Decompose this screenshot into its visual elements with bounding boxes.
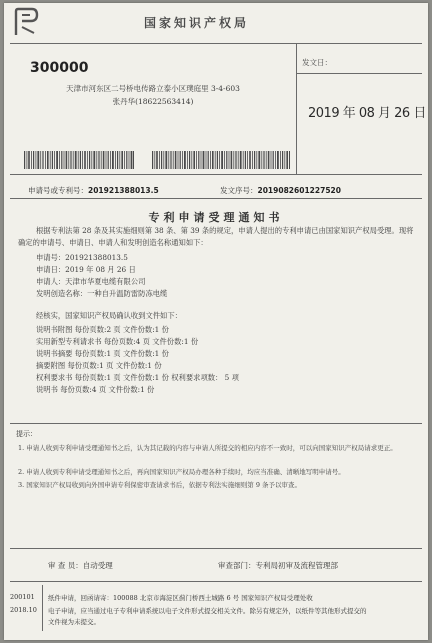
form-code: 200101 <box>10 593 35 601</box>
mail-instructions: 纸件申请，回函请寄：100088 北京市海淀区蓟门桥西土城路 6 号 国家知识产权局受理处收 <box>48 594 313 602</box>
doc-item: 说明书 每份页数:4 页 文件份数:1 份 <box>36 385 155 394</box>
doc-item: 说明书摘要 每份页数:1 页 文件份数:1 份 <box>36 349 169 358</box>
dispatch-serial <box>220 185 341 196</box>
e-filing-instructions-cont: 文件视为未提交。 <box>48 618 100 626</box>
ids-divider-bottom <box>10 198 422 199</box>
application-number <box>28 185 159 196</box>
doc-item: 说明书附图 每份页数:2 页 文件份数:1 份 <box>36 325 169 334</box>
notes-divider <box>10 423 422 424</box>
footer-divider-bottom <box>10 581 422 582</box>
notice-paragraph: 根据专利法第 28 条及其实施细则第 38 条、第 39 条的规定，申请人提出的专利申请已由国家知识产权局受理。现将确定的申请号、申请日、申请人和发明创造名称通知如下： <box>18 226 414 247</box>
dispatch-date: 2019 年 08 月 26 日 <box>308 106 426 121</box>
application-number-value: 201921388013.5 <box>88 186 159 195</box>
field-app-date: 申请日：2019 年 08 月 26 日 <box>36 265 136 274</box>
doc-item: 实用新型专利请求书 每份页数:4 页 文件份数:1 份 <box>36 337 199 346</box>
recipient-address: 天津市河东区二号桥电传路立泰小区璞庭里 3-4-603 <box>66 84 240 93</box>
address-divider <box>296 43 297 174</box>
verified-intro: 经核实，国家知识产权局确认收到文件如下： <box>36 311 182 320</box>
dispatch-divider <box>296 73 422 74</box>
cnipa-logo-icon <box>12 7 40 37</box>
examiner: 审 查 员：自动受理 <box>48 561 113 570</box>
form-version: 2018.10 <box>10 606 37 614</box>
note-item: 1. 申请人收到专利申请受理通知书之后，认为其记载的内容与申请人所提交的相应内容不一致时，可以向国家知识产权局请求更正。 <box>18 444 397 452</box>
doc-item: 权利要求书 每份页数:1 页 文件份数:1 份 权利要求项数： 5 项 <box>36 373 239 382</box>
field-invention-name: 发明创造名称：一种自升温防雷防冻电缆 <box>36 289 168 298</box>
barcode-left <box>24 151 134 169</box>
examining-department: 审查部门：专利局初审及流程管理部 <box>218 561 338 570</box>
postcode: 300000 <box>30 60 89 76</box>
dispatch-serial-value: 2019082601227520 <box>257 186 341 195</box>
dispatch-date-label: 发文日： <box>302 58 332 67</box>
note-item: 2. 申请人收到专利申请受理通知书之后，再向国家知识产权局办理各种手续时，均应当准确、清晰地写明申请号。 <box>18 468 345 476</box>
doc-item: 摘要附图 每份页数:1 页 文件份数:1 份 <box>36 361 162 370</box>
e-filing-instructions: 电子申请，应当通过电子专利申请系统以电子文件形式提交相关文件。除另有规定外，以纸件等其他形式提交的 <box>48 607 367 615</box>
ids-divider-top <box>10 174 422 175</box>
notice-title: 专利申请受理通知书 <box>148 211 284 224</box>
bottom-divider <box>42 585 43 631</box>
dispatch-serial-label: 发文序号： <box>220 186 258 195</box>
notes-heading: 提示： <box>16 430 37 438</box>
note-item: 3. 国家知识产权局收到向外国申请专利保密审查请求书后，依据专利法实施细则第 9 条予以审查。 <box>18 481 302 489</box>
footer-divider-top <box>10 548 422 549</box>
barcode-right <box>152 151 290 169</box>
field-app-number: 申请号：201921388013.5 <box>36 253 128 262</box>
agency-name: 国家知识产权局 <box>144 16 250 30</box>
recipient-name: 张丹华(18622563414) <box>112 97 194 106</box>
header-divider <box>10 43 422 44</box>
field-applicant: 申请人：天津市华夏电缆有限公司 <box>36 277 146 286</box>
application-number-label: 申请号或专利号： <box>28 186 88 195</box>
notice-document <box>4 3 428 640</box>
